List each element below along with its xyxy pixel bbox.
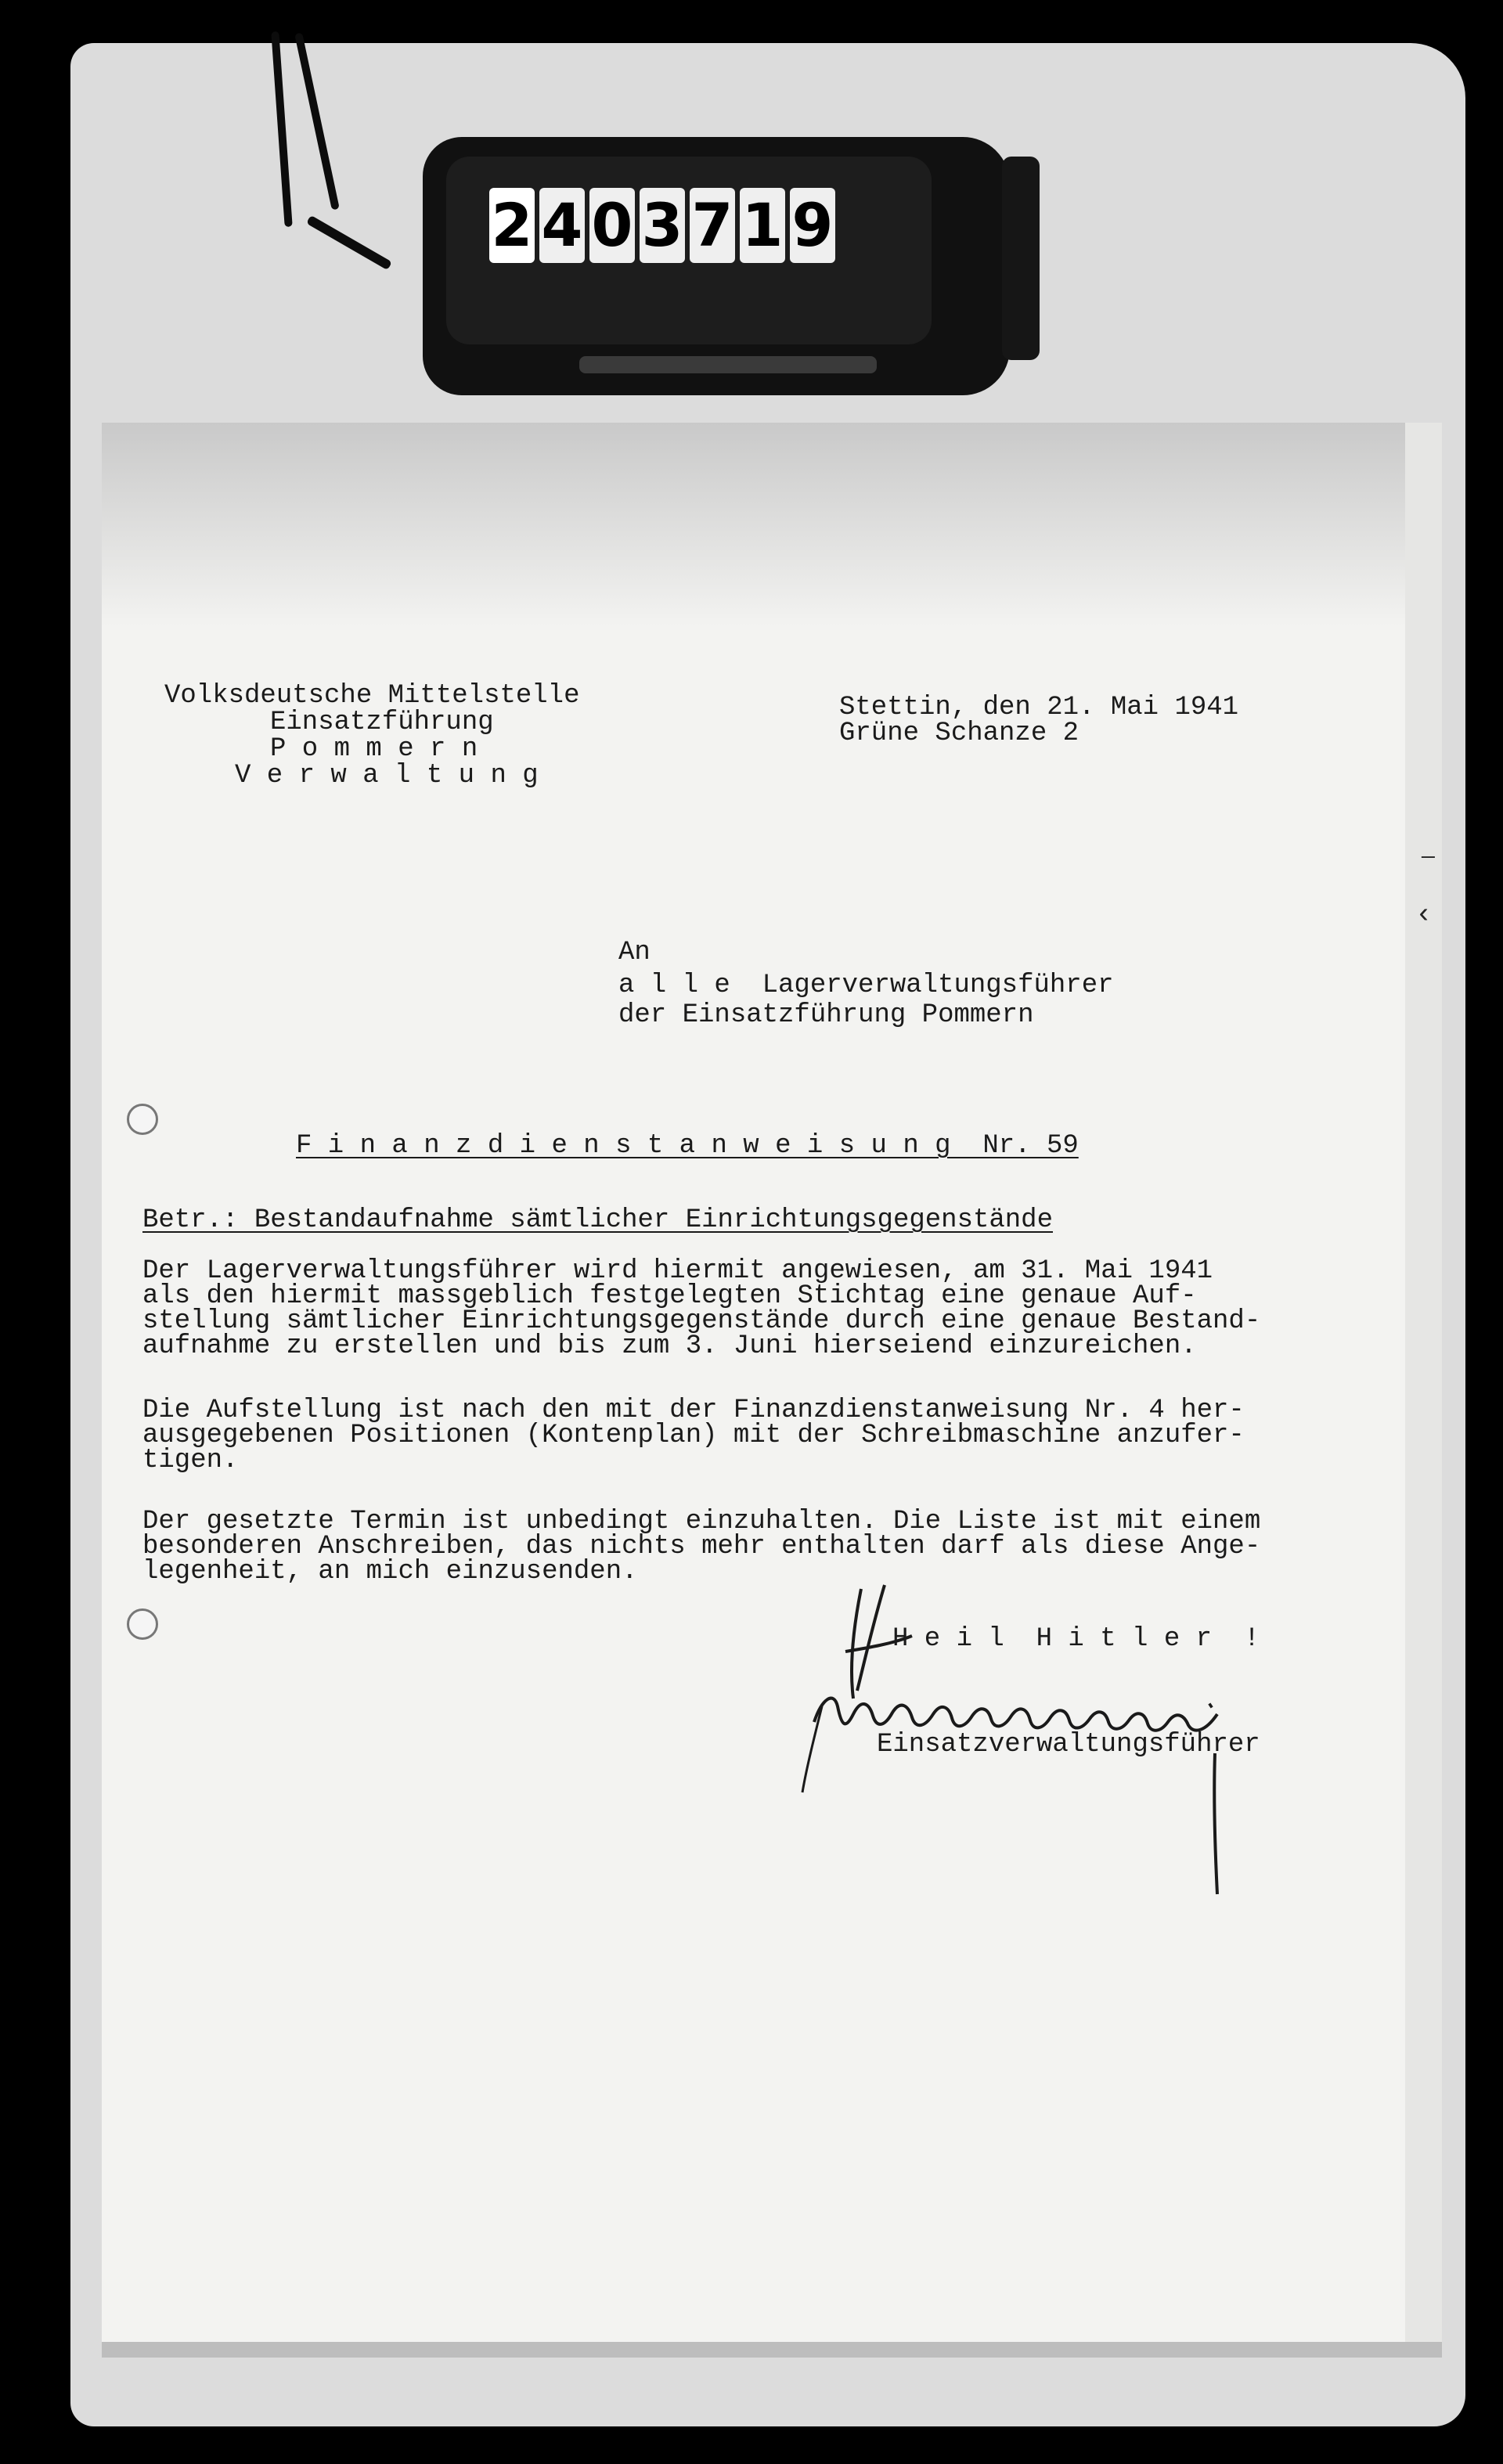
dateline-address: Grüne Schanze 2 xyxy=(839,719,1079,748)
recipient-line-1: An xyxy=(618,938,651,967)
document-title: F i n a n z d i e n s t a n w e i s u n g Nr. 59 xyxy=(296,1131,1079,1161)
counter-digits xyxy=(489,188,835,263)
paragraph-1-line-4: aufnahme zu erstellen und bis zum 3. Juni hierseiend einzureichen. xyxy=(142,1331,1197,1361)
letterhead-line-4: V e r w a l t u n g xyxy=(235,761,539,791)
punch-hole-upper xyxy=(127,1104,158,1135)
counter-reset-knob xyxy=(1002,157,1040,360)
counter-digit: 4 xyxy=(539,188,585,263)
paragraph-1-line-1: Der Lagerverwaltungsführer wird hiermit angewiesen, am 31. Mai 1941 xyxy=(142,1256,1213,1286)
sheet-top-shadow xyxy=(102,423,1442,626)
sheet-bottom-edge xyxy=(102,2342,1442,2358)
paragraph-2-line-2: ausgegebenen Positionen (Kontenplan) mit der Schreibmaschine anzufer- xyxy=(142,1421,1245,1450)
counter-digit: 3 xyxy=(640,188,685,263)
counter-label-slot xyxy=(579,356,877,373)
letterhead-line-3: P o m m e r n xyxy=(270,734,478,764)
recipient-line-3: der Einsatzführung Pommern xyxy=(618,1000,1034,1030)
paragraph-1-line-3: stellung sämtlicher Einrichtungsgegenstände durch eine genaue Bestand- xyxy=(142,1306,1261,1336)
subject-line: Betr.: Bestandaufnahme sämtlicher Einrichtungsgegenstände xyxy=(142,1205,1053,1235)
margin-mark-arrow-icon: ‹ xyxy=(1415,899,1433,931)
margin-tick-icon: — xyxy=(1422,845,1435,870)
paragraph-3-line-1: Der gesetzte Termin ist unbedingt einzuhalten. Die Liste ist mit einem xyxy=(142,1507,1261,1536)
paragraph-2-line-3: tigen. xyxy=(142,1446,239,1475)
closing-salutation: H e i l H i t l e r ! xyxy=(892,1624,1260,1654)
letterhead-line-2: Einsatzführung xyxy=(270,708,494,737)
paragraph-3-line-3: legenheit, an mich einzusenden. xyxy=(142,1557,638,1587)
paragraph-1-line-2: als den hiermit massgeblich festgelegten Stichtag eine genaue Auf- xyxy=(142,1281,1197,1311)
counter-digit: 1 xyxy=(740,188,785,263)
counter-device xyxy=(423,78,1025,415)
recipient-line-2: a l l e Lagerverwaltungsführer xyxy=(618,971,1114,1000)
counter-digit: 7 xyxy=(690,188,735,263)
paragraph-2-line-1: Die Aufstellung ist nach den mit der Finanzdienstanweisung Nr. 4 her- xyxy=(142,1396,1245,1425)
paragraph-3-line-2: besonderen Anschreiben, das nichts mehr enthalten darf als diese Ange- xyxy=(142,1532,1261,1562)
counter-digit: 2 xyxy=(489,188,535,263)
counter-digit: 9 xyxy=(790,188,835,263)
closing-title: Einsatzverwaltungsführer xyxy=(877,1730,1260,1760)
counter-digit: 0 xyxy=(589,188,635,263)
letterhead-line-1: Volksdeutsche Mittelstelle xyxy=(164,681,580,711)
sheet-right-edge xyxy=(1405,423,1442,2342)
punch-hole-lower xyxy=(127,1608,158,1640)
dateline-place-date: Stettin, den 21. Mai 1941 xyxy=(839,693,1239,722)
handwritten-signature xyxy=(798,1659,1284,1910)
